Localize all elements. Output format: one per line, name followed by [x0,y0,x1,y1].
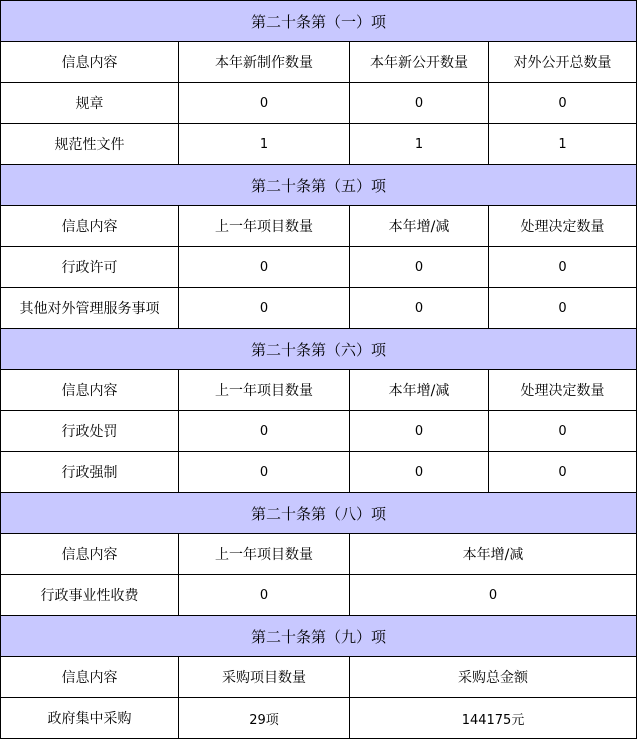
section-title: 第二十条第（一）项 [1,1,637,42]
cell-value: 0 [179,575,350,616]
row-label: 规章 [1,83,179,124]
cell-value: 0 [489,83,637,124]
cell-value: 0 [489,411,637,452]
cell-value: 0 [179,411,350,452]
table-row [1,698,637,739]
cell-value: 0 [489,247,637,288]
cell-value: 0 [350,452,489,493]
section-title: 第二十条第（九）项 [1,616,637,657]
row-label: 行政事业性收费 [1,575,179,616]
cell-value: 0 [179,452,350,493]
column-header: 上一年项目数量 [179,534,350,575]
row-label: 政府集中采购 [1,698,179,739]
table-row [1,575,637,616]
column-header: 信息内容 [1,370,179,411]
column-header-row [1,42,637,83]
section-header-8 [1,493,637,534]
cell-value: 0 [350,575,637,616]
column-header: 采购总金额 [350,657,637,698]
section-header-5 [1,165,637,206]
column-header: 本年增/减 [350,206,489,247]
row-label: 其他对外管理服务事项 [1,288,179,329]
column-header: 信息内容 [1,657,179,698]
table-row [1,288,637,329]
row-label: 规范性文件 [1,124,179,165]
column-header: 本年新公开数量 [350,42,489,83]
table-row [1,452,637,493]
column-header: 上一年项目数量 [179,370,350,411]
section-title: 第二十条第（六）项 [1,329,637,370]
section-title: 第二十条第（五）项 [1,165,637,206]
column-header-row [1,206,637,247]
table-row [1,124,637,165]
column-header: 本年增/减 [350,370,489,411]
column-header: 本年增/减 [350,534,637,575]
cell-value: 0 [350,288,489,329]
row-label: 行政处罚 [1,411,179,452]
column-header: 信息内容 [1,42,179,83]
cell-value: 0 [179,288,350,329]
column-header-row [1,657,637,698]
column-header: 上一年项目数量 [179,206,350,247]
section-header-6 [1,329,637,370]
cell-value: 0 [350,83,489,124]
cell-value: 0 [350,247,489,288]
cell-value: 1 [489,124,637,165]
column-header: 采购项目数量 [179,657,350,698]
section-header-9 [1,616,637,657]
cell-value: 0 [489,452,637,493]
table-row [1,247,637,288]
row-label: 行政强制 [1,452,179,493]
column-header: 信息内容 [1,206,179,247]
cell-value: 144175元 [350,698,637,739]
column-header-row [1,370,637,411]
section-title: 第二十条第（八）项 [1,493,637,534]
column-header: 本年新制作数量 [179,42,350,83]
cell-value: 29项 [179,698,350,739]
table-row [1,411,637,452]
column-header: 处理决定数量 [489,206,637,247]
cell-value: 0 [489,288,637,329]
table-row [1,83,637,124]
cell-value: 1 [179,124,350,165]
column-header: 对外公开总数量 [489,42,637,83]
row-label: 行政许可 [1,247,179,288]
cell-value: 0 [179,83,350,124]
cell-value: 1 [350,124,489,165]
cell-value: 0 [350,411,489,452]
column-header-row [1,534,637,575]
column-header: 信息内容 [1,534,179,575]
section-header-1 [1,1,637,42]
cell-value: 0 [179,247,350,288]
column-header: 处理决定数量 [489,370,637,411]
